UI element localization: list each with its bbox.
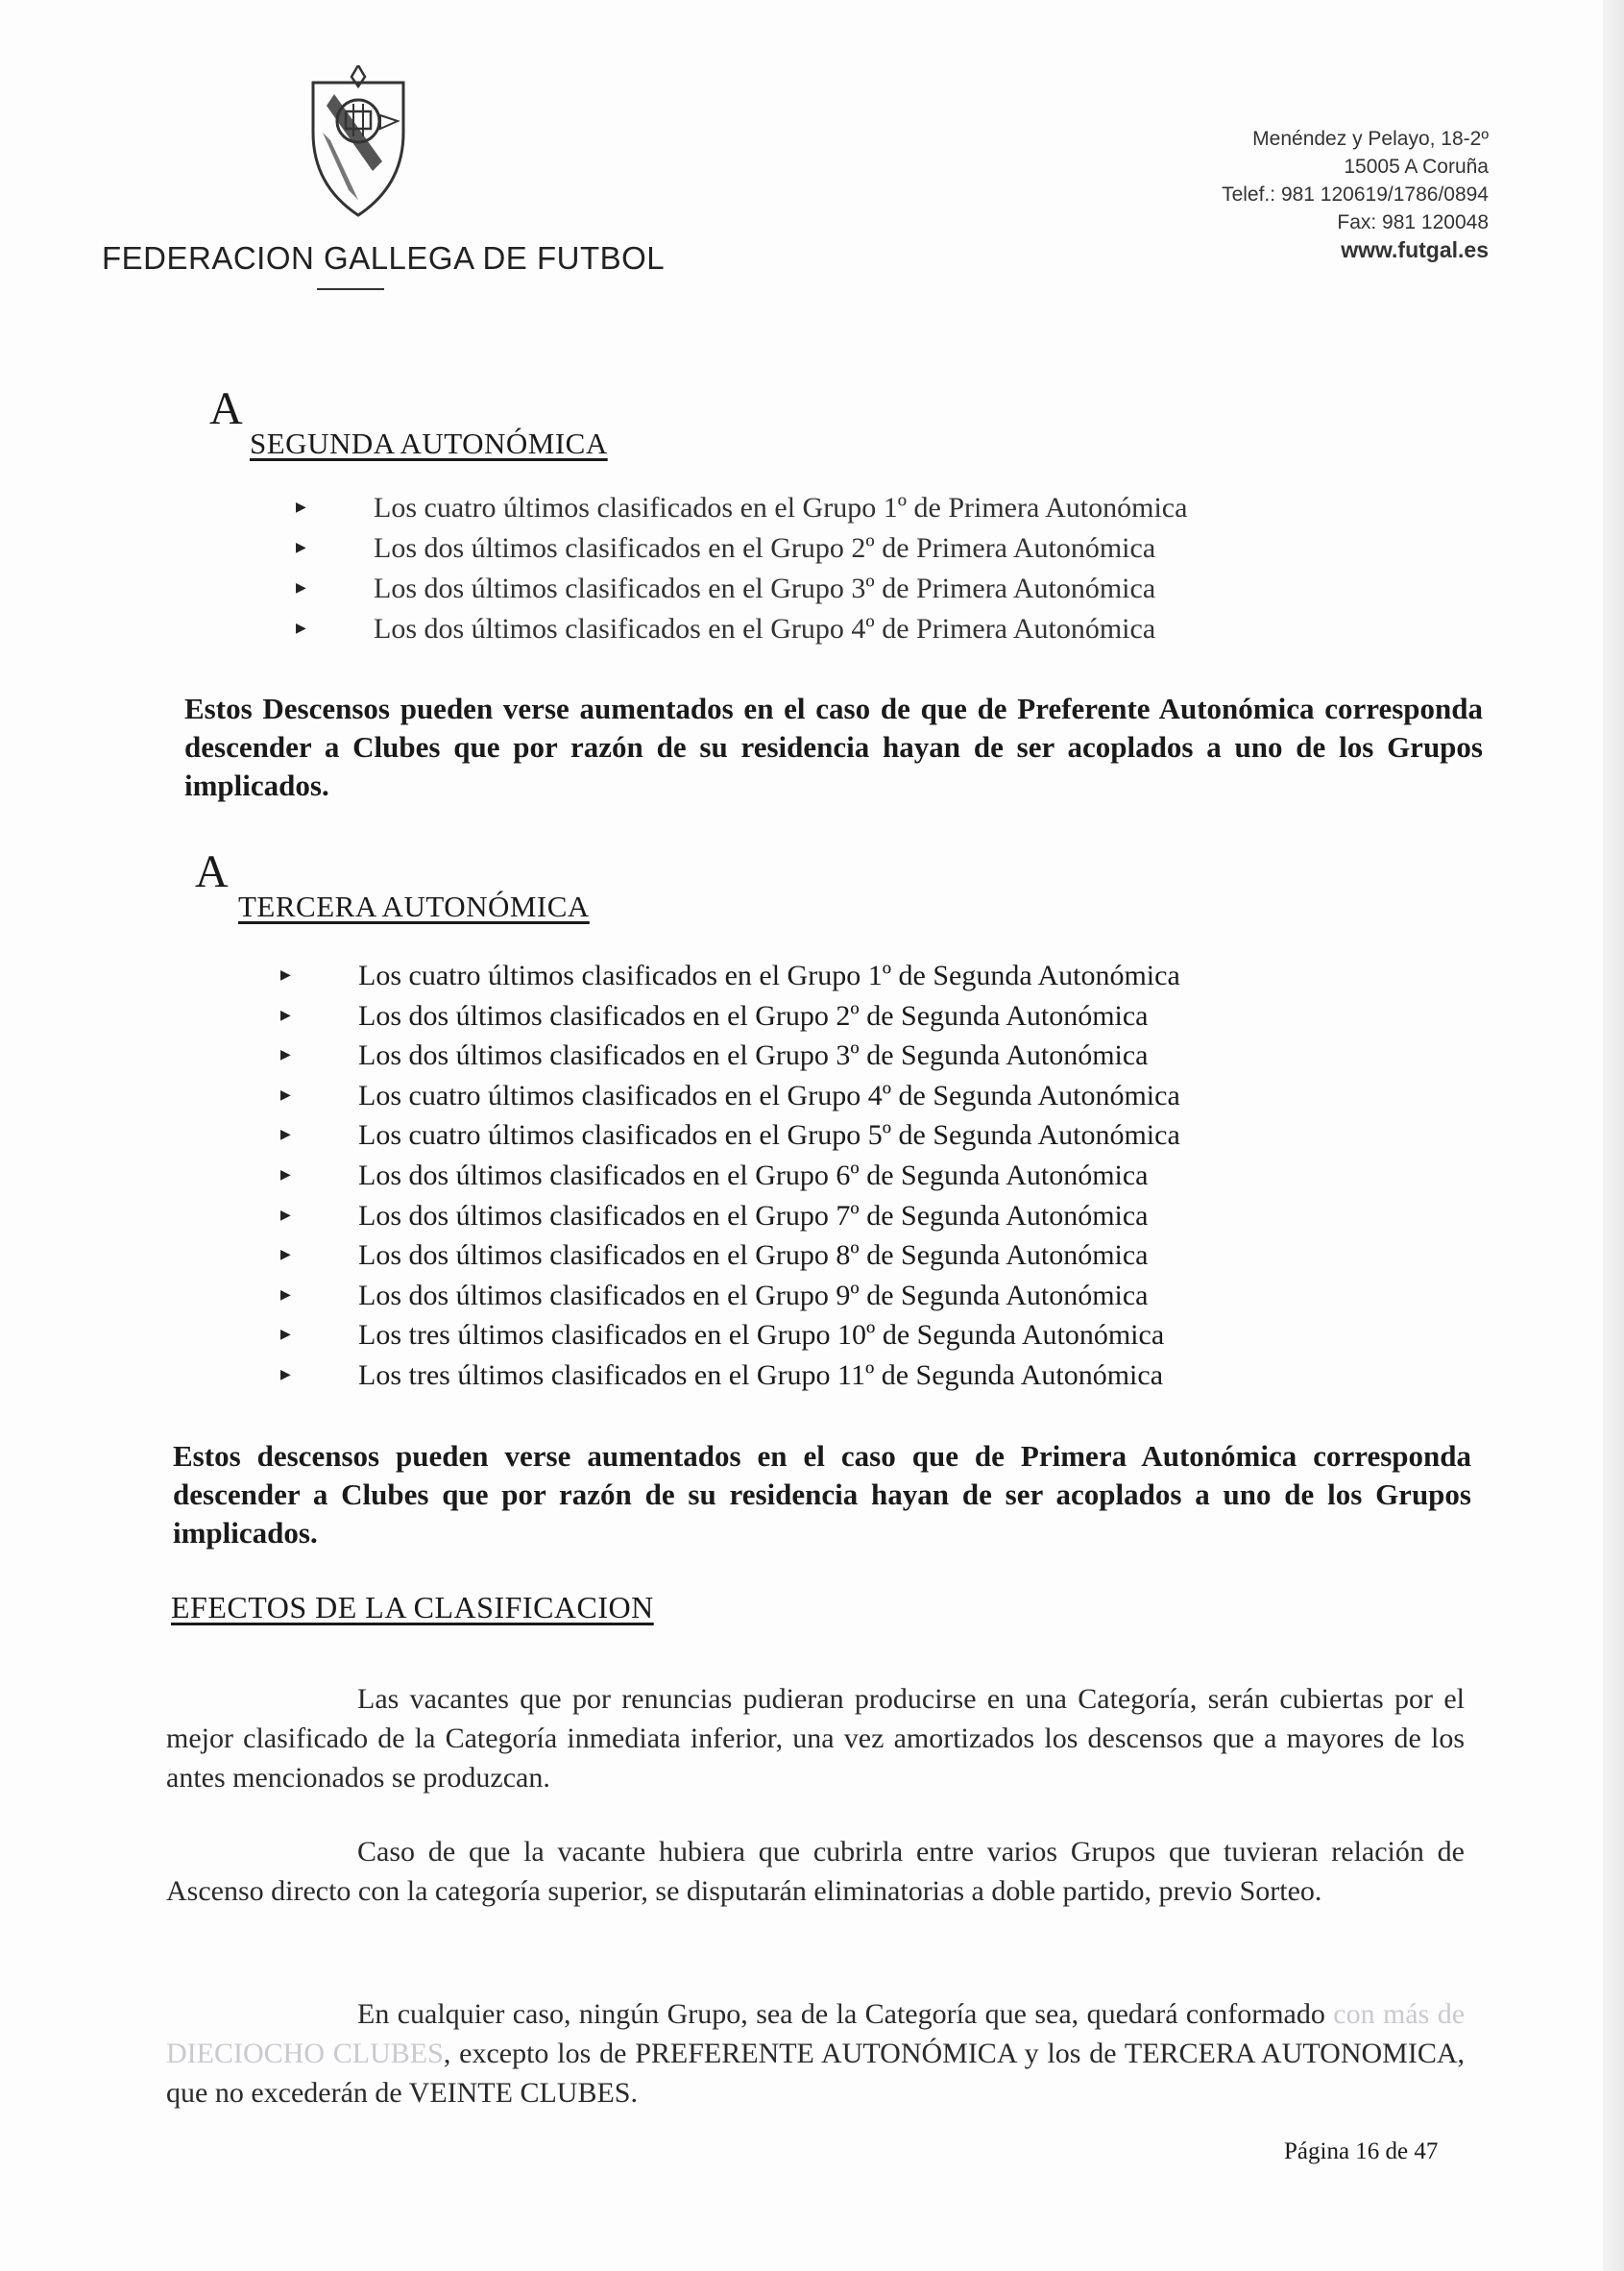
contact-block <box>1200 125 1489 264</box>
list-item: ▶ Los dos últimos clasificados en el Grupo 4º de Primera Autonómica <box>296 609 1187 649</box>
list-item: ▶ Los cuatro últimos clasificados en el Grupo 1º de Primera Autonómica <box>296 488 1187 528</box>
list-item: ▶ Los dos últimos clasificados en el Grupo 3º de Segunda Autonómica <box>280 1036 1180 1076</box>
paragraph-3-part-1: En cualquier caso, ningún Grupo, sea de la Categoría que sea, quedará conformado <box>357 1998 1325 2030</box>
section-1-prefix: A <box>209 383 243 434</box>
list-item: ▶ Los dos últimos clasificados en el Grupo 7º de Segunda Autonómica <box>280 1196 1180 1236</box>
paragraph-3-faded-text: con más de DIECIOCHO CLUBES <box>166 1998 1466 2069</box>
section-2-list <box>280 956 1180 1396</box>
section-1-note: Estos Descensos pueden verse aumentados en el caso de que de Preferente Autonómica corresponda descender a Clubes que por razón de su residencia hayan de ser acoplados a uno de los Grupos implicados. <box>184 692 1483 802</box>
list-item: ▶ Los dos últimos clasificados en el Grupo 3º de Primera Autonómica <box>296 569 1187 609</box>
list-item: ▶ Los tres últimos clasificados en el Grupo 10º de Segunda Autonómica <box>280 1315 1180 1355</box>
section-3-paragraph-1: Las vacantes que por renuncias pudieran producirse en una Categoría, serán cubiertas por el mejor clasificado de la Categoría inmediata inferior, una vez amortizados los descensos que a mayores de los antes mencionados se produzcan. <box>166 1683 1465 1794</box>
list-item: ▶ Los dos últimos clasificados en el Grupo 8º de Segunda Autonómica <box>280 1235 1180 1276</box>
list-item: ▶ Los dos últimos clasificados en el Grupo 2º de Segunda Autonómica <box>280 996 1180 1037</box>
fax: Fax: 981 120048 <box>1337 211 1489 233</box>
address-line-1: Menéndez y Pelayo, 18-2º <box>1252 128 1489 150</box>
organization-name: FEDERACION GALLEGA DE FUTBOL <box>102 240 666 276</box>
list-item: ▶ Los cuatro últimos clasificados en el Grupo 4º de Segunda Autonómica <box>280 1076 1180 1116</box>
section-2-title: TERCERA AUTONÓMICA <box>238 890 590 923</box>
page-edge <box>1603 0 1624 2271</box>
section-1-list <box>296 488 1187 649</box>
phone: Telef.: 981 120619/1786/0894 <box>1222 183 1489 206</box>
website-link[interactable]: www.futgal.es <box>1341 237 1489 262</box>
list-item: ▶ Los dos últimos clasificados en el Grupo 9º de Segunda Autonómica <box>280 1276 1180 1316</box>
paragraph-3-part-2: , excepto los de PREFERENTE AUTONÓMICA y los de TERCERA AUTONOMICA, que no excederán de VEINTE CLUBES. <box>166 2038 1465 2109</box>
address-line-2: 15005 A Coruña <box>1344 156 1489 178</box>
section-2-note: Estos descensos pueden verse aumentados en el caso que de Primera Autonómica corresponda descender a Clubes que por razón de su residencia hayan de ser acoplados a uno de los Grupos implicados. <box>173 1439 1471 1550</box>
page-number: Página 16 de 47 <box>1284 2138 1439 2164</box>
section-2-prefix: A <box>195 846 229 897</box>
list-item: ▶ Los cuatro últimos clasificados en el Grupo 5º de Segunda Autonómica <box>280 1115 1180 1156</box>
section-1-title: SEGUNDA AUTONÓMICA <box>250 427 608 460</box>
header-divider <box>317 288 384 290</box>
section-3-paragraph-3 <box>166 1994 1465 2112</box>
section-3-paragraph-2: Caso de que la vacante hubiera que cubrirla entre varios Grupos que tuvieran relación de Ascenso directo con la categoría superior, se disputarán eliminatorias a doble partido, previo Sorteo. <box>166 1836 1465 1907</box>
list-item: ▶ Los dos últimos clasificados en el Grupo 6º de Segunda Autonómica <box>280 1156 1180 1196</box>
federation-crest-logo <box>305 65 411 219</box>
section-3-title: EFECTOS DE LA CLASIFICACION <box>171 1590 654 1624</box>
list-item: ▶ Los cuatro últimos clasificados en el Grupo 1º de Segunda Autonómica <box>280 956 1180 996</box>
list-item: ▶ Los dos últimos clasificados en el Grupo 2º de Primera Autonómica <box>296 528 1187 569</box>
list-item: ▶ Los tres últimos clasificados en el Grupo 11º de Segunda Autonómica <box>280 1355 1180 1396</box>
